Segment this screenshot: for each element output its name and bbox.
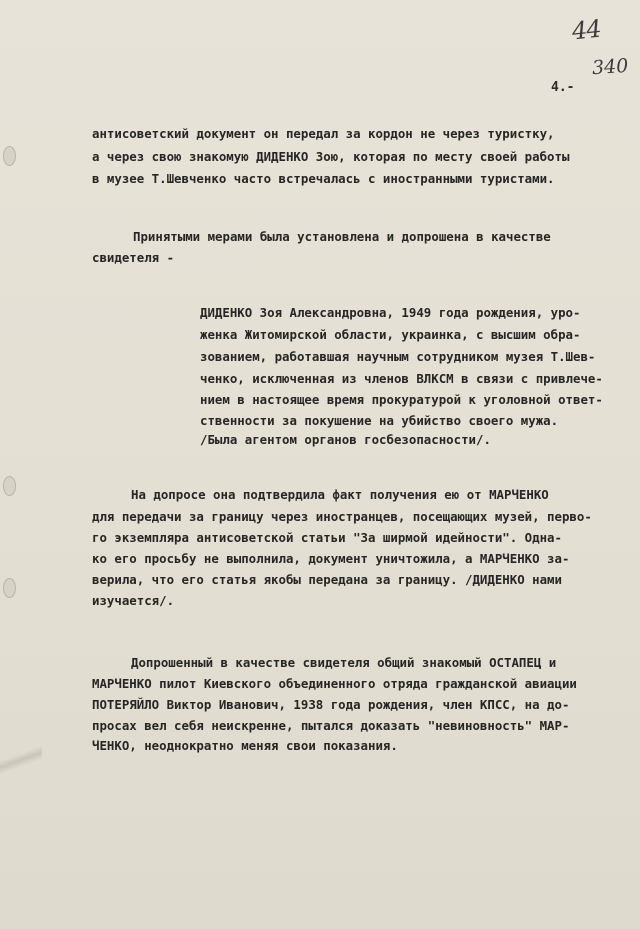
text-line: ко его просьбу не выполнила, документ уничтожила, а МАРЧЕНКО за- (92, 551, 570, 566)
text-line: МАРЧЕНКО пилот Киевского объединенного отряда гражданской авиации (92, 676, 577, 691)
text-line: ПОТЕРЯЙЛО Виктор Иванович, 1938 года рождения, член КПСС, на до- (92, 697, 570, 712)
text-line: зованием, работавшая научным сотрудником музея Т.Шев- (200, 349, 596, 364)
handwritten-sheet-number: 340 (591, 54, 629, 80)
text-line: а через свою знакомую ДИДЕНКО Зою, которая по месту своей работы (92, 149, 570, 164)
text-line: нием в настоящее время прокуратурой к уголовной ответ- (200, 392, 603, 407)
text-line: го экземпляра антисоветской статьи "За ширмой идейности". Одна- (92, 530, 562, 545)
text-line: в музее Т.Шевченко часто встречалась с иностранными туристами. (92, 171, 555, 186)
text-line: ДИДЕНКО Зоя Александровна, 1949 года рождения, уро- (200, 305, 581, 320)
text-line: Допрошенный в качестве свидетеля общий знакомый ОСТАПЕЦ и (131, 655, 557, 670)
text-line: ЧЕНКО, неоднократно меняя свои показания. (92, 738, 398, 753)
text-line: для передачи за границу через иностранцев, посещающих музей, перво- (92, 509, 592, 524)
text-line: просах вел себя неискренне, пытался доказать "невиновность" МАР- (92, 718, 570, 733)
text-line: изучается/. (92, 593, 175, 608)
text-line: Принятыми мерами была установлена и допрошена в качестве (133, 229, 551, 244)
page-number: 4.- (551, 80, 575, 95)
binder-hole (3, 476, 16, 496)
text-line: На допросе она подтвердила факт получения ею от МАРЧЕНКО (131, 487, 549, 502)
text-line: свидетеля - (92, 250, 175, 265)
text-line: верила, что его статья якобы передана за границу. /ДИДЕНКО нами (92, 572, 562, 587)
text-line: ченко, исключенная из членов ВЛКСМ в связи с привлече- (200, 371, 603, 386)
text-line: /Была агентом органов госбезопасности/. (200, 432, 491, 447)
paper-crease (0, 700, 42, 820)
binder-hole (3, 578, 16, 598)
text-line: антисоветский документ он передал за кордон не через туристку, (92, 126, 555, 141)
handwritten-folio-number: 44 (570, 14, 602, 46)
text-line: женка Житомирской области, украинка, с высшим обра- (200, 327, 581, 342)
binder-hole (3, 146, 16, 166)
text-line: ственности за покушение на убийство своего мужа. (200, 413, 559, 428)
